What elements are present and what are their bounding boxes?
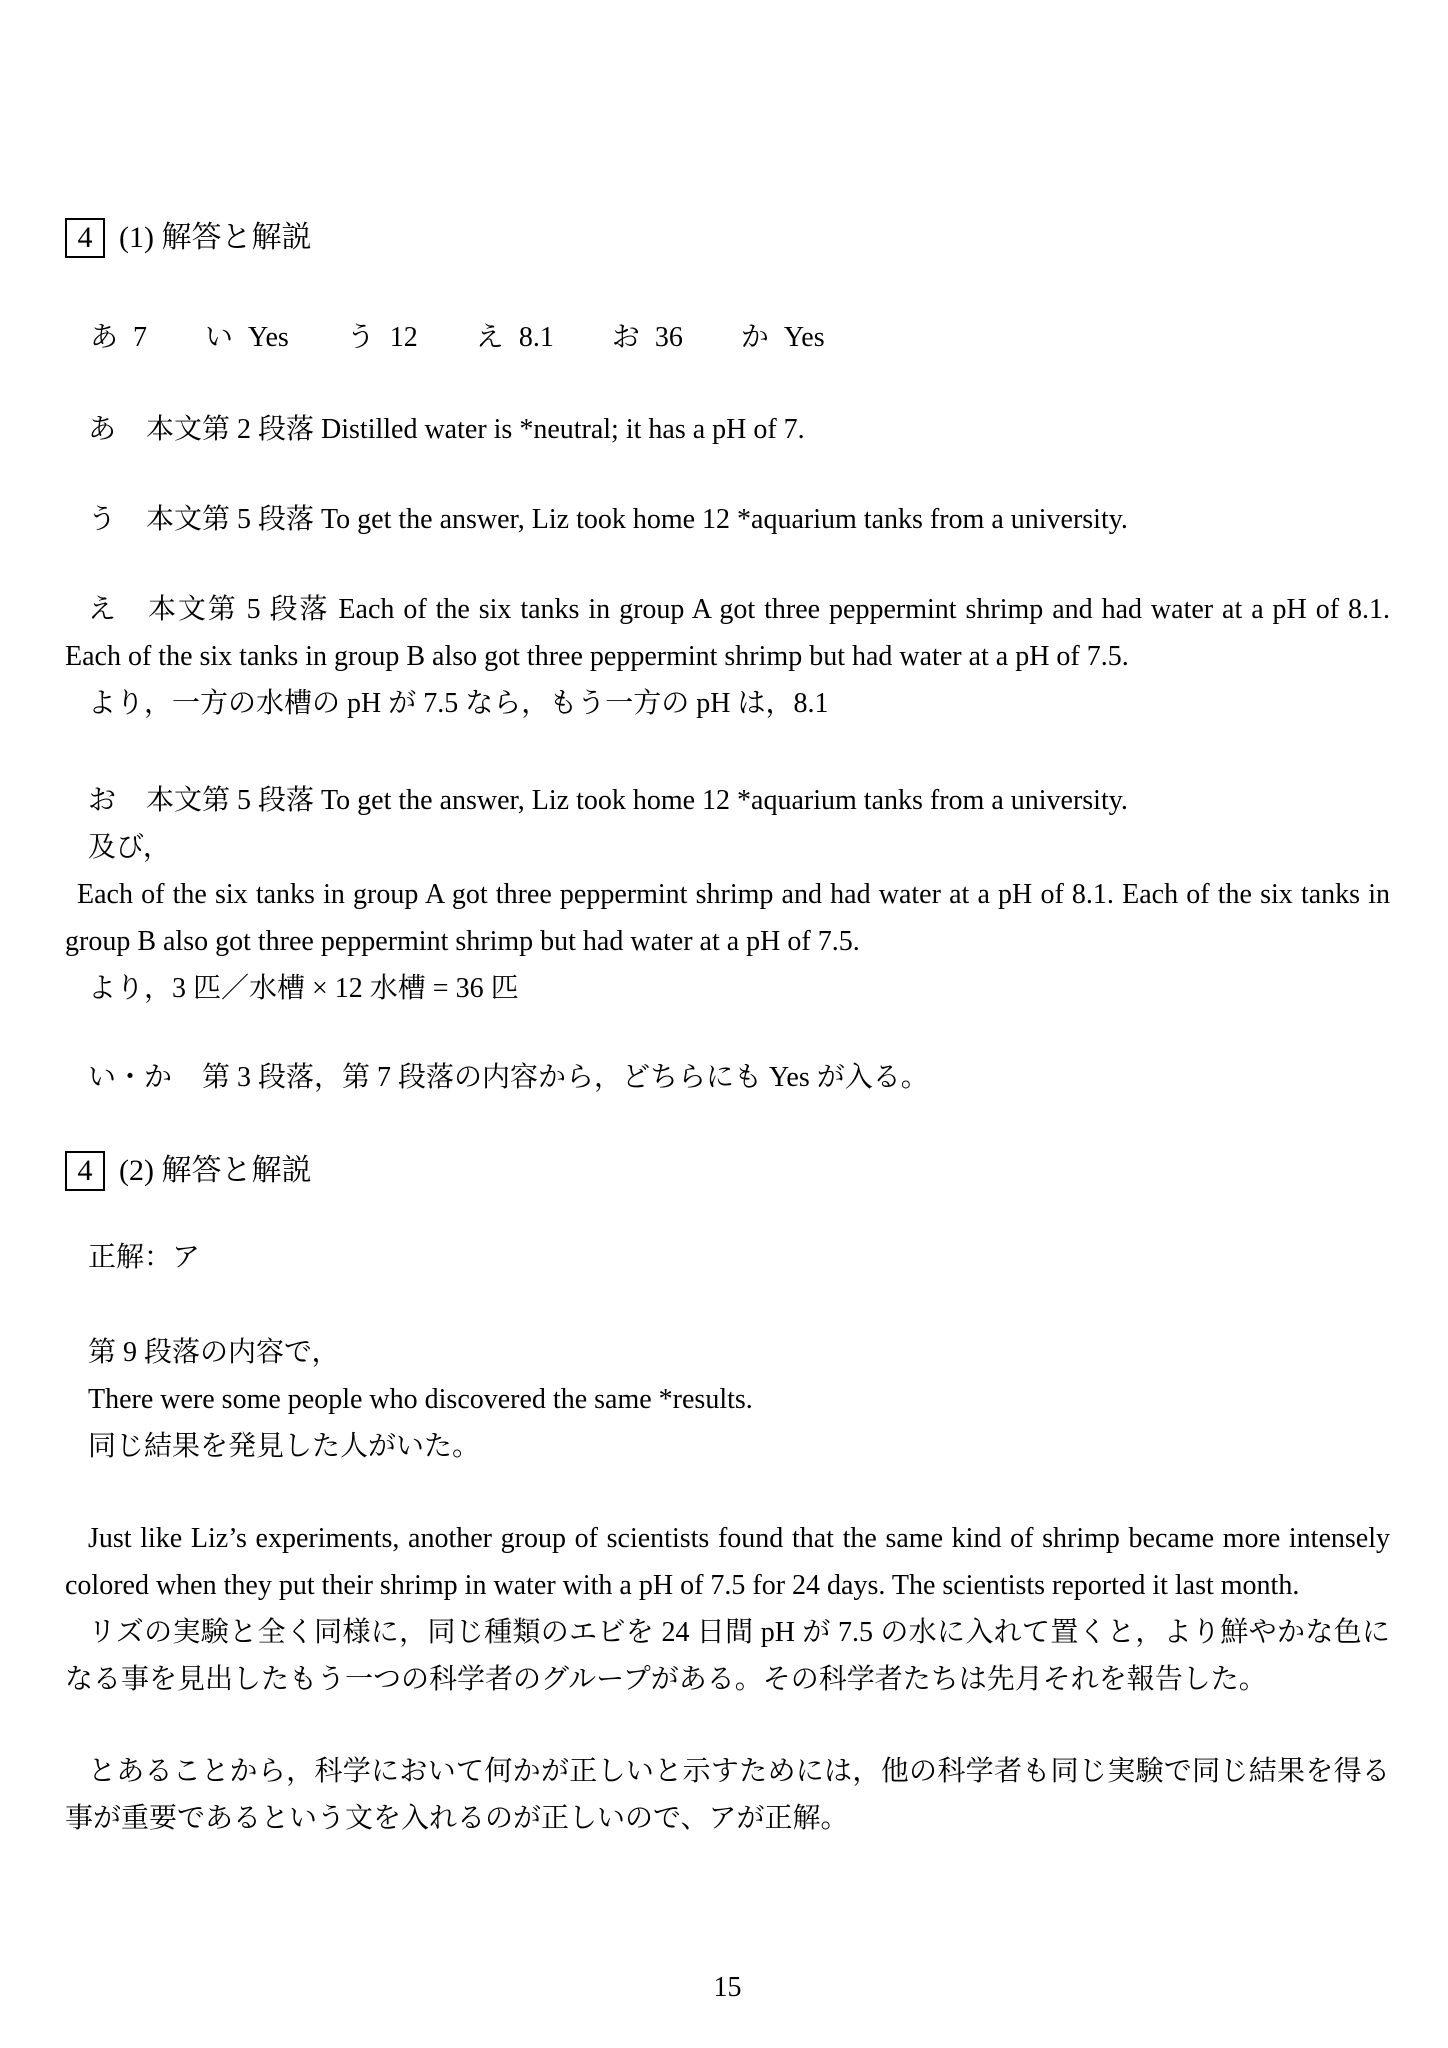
answer-value: 36	[654, 322, 683, 353]
conclusion-paragraph: とあることから，科学において何かが正しいと示すためには，他の科学者も同じ実験で同じ結果を得る事が重要であるという文を入れるのが正しいので、アが正解。	[65, 1756, 1390, 1834]
answer-item	[205, 314, 289, 361]
item-label: え	[88, 594, 118, 625]
correct-answer: 正解：ア	[88, 1242, 201, 1273]
passage-block	[65, 1515, 1390, 1703]
quote-japanese: 同じ結果を発見した人がいた。	[88, 1431, 481, 1462]
answer-value: 7	[133, 322, 148, 353]
quote-english: There were some people who discovered the same *results.	[88, 1384, 753, 1415]
item-text: 第 3 段落，第 7 段落の内容から，どちらにも Yes が入る。	[202, 1062, 929, 1093]
section1-title: (1) 解答と解説	[119, 221, 312, 254]
explanation-item-u	[65, 496, 1390, 543]
item-label: う	[88, 504, 117, 535]
item-connector: 及び，	[88, 832, 171, 863]
item-paragraph	[65, 586, 1390, 680]
item-note: より，一方の水槽の pH が 7.5 なら，もう一方の pH は，8.1	[88, 688, 829, 719]
answer-value: Yes	[783, 322, 825, 353]
item-text: 本文第 2 段落 Distilled water is *neutral; it has a pH of 7.	[146, 414, 805, 445]
answer-label: い	[205, 322, 234, 353]
answer-item	[741, 314, 825, 361]
problem-number-box: 4	[65, 218, 105, 258]
answer-label: あ	[90, 322, 119, 353]
answer-item	[347, 314, 418, 361]
explanation-item-o	[65, 777, 1390, 1012]
item-note: より，3 匹／水槽 × 12 水槽 = 36 匹	[88, 973, 519, 1004]
answer-item	[476, 314, 554, 361]
answer-label: か	[740, 322, 769, 353]
answer-label: え	[475, 322, 504, 353]
explanation-item-ika	[65, 1054, 1390, 1101]
item-text: 本文第 5 段落 Each of the six tanks in group A got three peppermint shrimp and had water at a pH of 8.1. Each of the six tanks in group B also got three peppermint shrimp but had water at a pH of 7.5.	[65, 594, 1390, 672]
item-text: 本文第 5 段落 To get the answer, Liz took home 12 *aquarium tanks from a university.	[146, 504, 1128, 535]
answer-label: う	[346, 322, 375, 353]
section2-header	[65, 1151, 1390, 1191]
item-label: あ	[88, 414, 117, 445]
item-label: い・か	[88, 1062, 173, 1093]
item-paragraph	[65, 777, 1390, 824]
passage-japanese: リズの実験と全く同様に，同じ種類のエビを 24 日間 pH が 7.5 の水に入れて置くと，より鮮やかな色になる事を見出したもう一つの科学者のグループがある。その科学者たちは先月それを報告した。	[65, 1617, 1390, 1695]
answer-value: Yes	[248, 322, 289, 353]
quote-intro: 第 9 段落の内容で，	[88, 1337, 340, 1368]
page-number: 15	[713, 1972, 742, 2003]
item-text: 本文第 5 段落 To get the answer, Liz took home 12 *aquarium tanks from a university.	[146, 785, 1128, 816]
item-quote: Each of the six tanks in group A got three peppermint shrimp and had water at a pH of 8.1. Each of the six tanks in group B also got three peppermint shrimp but had water at a pH of 7.5.	[65, 879, 1390, 957]
problem-number-box: 4	[65, 1151, 105, 1191]
section1-header	[65, 218, 1390, 258]
answer-row	[90, 314, 1390, 361]
explanation-item-a	[65, 406, 1390, 453]
quote-block	[65, 1329, 1390, 1470]
answer-item	[612, 314, 683, 361]
passage-english: Just like Liz’s experiments, another group of scientists found that the same kind of shrimp became more intensely colored when they put their shrimp in water with a pH of 7.5 for 24 days. The scientists reported it last month.	[65, 1523, 1390, 1601]
explanation-item-e	[65, 586, 1390, 727]
answer-value: 12	[389, 322, 418, 353]
answer-value: 8.1	[518, 322, 554, 353]
answer-label: お	[611, 322, 640, 353]
section2-title: (2) 解答と解説	[119, 1154, 312, 1187]
answer-item	[90, 314, 147, 361]
page-content	[65, 0, 1390, 1842]
item-label: お	[88, 785, 117, 816]
